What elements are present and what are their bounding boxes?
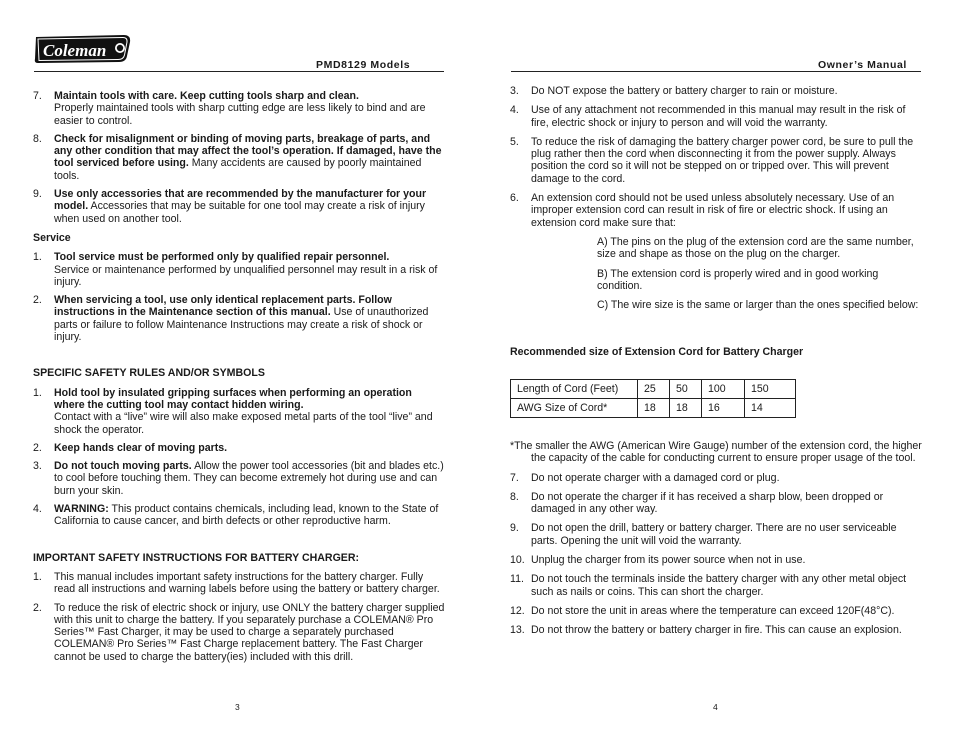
item-text: This product contains chemicals, including lead, known to the State of California to cause cancer, and birth defects or other reproductive harm. [54, 503, 439, 528]
table-cell: 25 [638, 380, 670, 399]
item-bold-text: Do not touch moving parts. [54, 460, 192, 473]
item-text: To reduce the risk of electric shock or injury, use ONLY the battery charger supplied with this unit to charge the battery. If you separately purchase a COLEMAN® Pro Series™ Fast Charger, it may be used to charge a separately purchased COLEMAN® Pro Series™ Fast Charge replacement battery. The Fast Charger cannot be used to charge the battery(ies) included with this drill. [54, 601, 445, 663]
service-heading: Service [33, 231, 71, 244]
table-heading: Recommended size of Extension Cord for Battery Charger [510, 346, 804, 358]
item-text: Allow the power tool accessories (bit and blades etc.) to cool before touching them. They can become extremely hot during use and can burn your skin. [54, 460, 444, 497]
item-number: 9. [510, 522, 519, 535]
item-number: 4. [510, 104, 519, 117]
item-text: Do not open the drill, battery or battery charger. There are no user serviceable parts. Opening the unit will void the warranty. [531, 522, 897, 547]
item-text: Properly maintained tools with sharp cutting edge are less likely to bind and are easier to control. [54, 102, 426, 127]
item-text: Do not throw the battery or battery charger in fire. This can cause an explosion. [531, 624, 902, 637]
list-item [510, 491, 922, 516]
item-number: 8. [33, 132, 42, 145]
list-item [510, 104, 922, 129]
list-item [510, 472, 922, 484]
list-item [510, 573, 922, 598]
item-number: 2. [33, 441, 42, 454]
right-column [510, 85, 922, 311]
item-text: Unplug the charger from its power source when not in use. [531, 554, 806, 567]
item-bold-text: When servicing a tool, use only identical replacement parts. Follow instructions in the Maintenance section of this manual. [54, 294, 392, 319]
item-number: 10. [510, 554, 525, 567]
coleman-logo [34, 34, 134, 64]
item-text: An extension cord should not be used unless absolutely necessary. Use of an improper extension cord can result in risk of fire or electric shock. If using an extension cord make sure that: [531, 192, 895, 229]
table-cell: 18 [638, 399, 670, 418]
sub-item-c: C) The wire size is the same or larger than the ones specified below: [597, 299, 919, 312]
item-number: 8. [510, 490, 519, 503]
item-number: 2. [33, 601, 42, 614]
table-cell: 18 [670, 399, 702, 418]
list-item [33, 387, 445, 436]
header-rule-right [511, 71, 921, 72]
page-number-right: 4 [713, 702, 718, 712]
specific-safety-heading: SPECIFIC SAFETY RULES AND/OR SYMBOLS [33, 367, 265, 380]
sub-item-b: B) The extension cord is properly wired and in good working condition. [597, 267, 879, 292]
item-number: 7. [33, 90, 42, 102]
item-text: Contact with a “live” wire will also make exposed metal parts of the tool “live” and shock the operator. [54, 411, 433, 436]
list-item [33, 460, 445, 497]
table-cell: Length of Cord (Feet) [511, 380, 638, 399]
item-number: 3. [33, 460, 42, 473]
item-text: This manual includes important safety instructions for the battery charger. Fully read all instructions and warning labels before using the battery or battery charger. [54, 570, 440, 596]
list-item [33, 294, 445, 343]
left-header-title: PMD8129 Models [316, 59, 411, 71]
list-item [33, 503, 445, 528]
item-number: 13. [510, 624, 525, 637]
item-number: 7. [510, 471, 519, 484]
item-number: 1. [33, 251, 42, 264]
table-row [511, 399, 796, 418]
list-item [33, 442, 445, 454]
item-text: Service or maintenance performed by unqualified personnel may result in a risk of injury. [54, 263, 438, 288]
battery-charger-heading: IMPORTANT SAFETY INSTRUCTIONS FOR BATTERY CHARGER: [33, 551, 360, 564]
item-text: Accessories that may be suitable for one tool may create a risk of injury when used on another tool. [54, 200, 425, 225]
page-number-left: 3 [235, 702, 240, 712]
item-bold-text: WARNING: [54, 503, 109, 516]
svg-text:Coleman: Coleman [43, 41, 107, 60]
table-row [511, 380, 796, 399]
table-cell: 14 [745, 399, 796, 418]
item-text: Do not touch the terminals inside the battery charger with any other metal object such as nails or coins. This can short the charger. [531, 573, 907, 598]
table-cell: 150 [745, 380, 796, 399]
list-item [510, 554, 922, 566]
list-item [33, 90, 445, 127]
extension-cord-table [510, 379, 796, 418]
table-cell: 16 [702, 399, 745, 418]
item-number: 9. [33, 188, 42, 201]
right-column-lower [510, 440, 922, 637]
list-item [510, 624, 922, 636]
table-cell: 100 [702, 380, 745, 399]
item-number: 3. [510, 85, 519, 97]
item-bold-text: Maintain tools with care. Keep cutting tools sharp and clean. [54, 90, 359, 102]
list-item [33, 188, 445, 225]
item-number: 6. [510, 192, 519, 205]
item-text: Do NOT expose the battery or battery charger to rain or moisture. [531, 85, 838, 97]
item-number: 12. [510, 604, 525, 617]
table-cell: 50 [670, 380, 702, 399]
list-item [510, 85, 922, 97]
list-item [510, 136, 922, 185]
item-number: 11. [510, 573, 524, 586]
list-item [33, 602, 445, 663]
list-item [33, 571, 445, 596]
item-text: To reduce the risk of damaging the battery charger power cord, be sure to pull the plug rather then the cord when disconnecting it from the power supply. Always position the cord so it will not be stepped on or tripped over. This will prevent damage to the cord. [531, 135, 914, 185]
item-bold-text: Use only accessories that are recommended by the manufacturer for your model. [54, 188, 427, 213]
sub-item-a: A) The pins on the plug of the extension cord are the same number, size and shape as those on the plug on the charger. [597, 235, 914, 261]
list-item [510, 192, 922, 229]
item-text: Use of unauthorized parts or failure to follow Maintenance Instructions may create a risk of shock or injury. [54, 306, 429, 344]
item-number: 2. [33, 294, 42, 307]
list-item [510, 522, 922, 547]
item-number: 5. [510, 135, 519, 148]
header-rule-left [34, 71, 444, 72]
item-number: 4. [33, 503, 42, 516]
item-number: 1. [33, 386, 42, 399]
item-bold-text: Hold tool by insulated gripping surfaces when performing an operation where the cutting tool may contact hidden wiring. [54, 386, 412, 411]
list-item [510, 605, 922, 617]
item-bold-text: Check for misalignment or binding of moving parts, breakage of parts, and any other condition that may affect the tool’s operation. If damaged, have the tool serviced before using. [54, 132, 442, 170]
item-text: Do not operate the charger if it has received a sharp blow, been dropped or damaged in any other way. [531, 490, 884, 516]
item-text: Do not store the unit in areas where the temperature can exceed 120F(48°C). [531, 604, 895, 617]
footnote: *The smaller the AWG (American Wire Gauge) number of the extension cord, the higher the capacity of the cable for conducting current to ensure proper usage of the tool. [510, 440, 922, 465]
list-item [33, 251, 445, 288]
item-bold-text: Tool service must be performed only by qualified repair personnel. [54, 251, 390, 264]
item-text: Use of any attachment not recommended in this manual may result in the risk of fire, electric shock or injury to person and will void the warranty. [531, 104, 906, 129]
left-column [33, 90, 445, 663]
list-item [33, 133, 445, 182]
right-header-title: Owner’s Manual [818, 59, 907, 71]
item-text: Do not operate charger with a damaged cord or plug. [531, 471, 780, 484]
table-cell: AWG Size of Cord* [511, 399, 638, 418]
item-text: Many accidents are caused by poorly maintained tools. [54, 157, 422, 182]
item-number: 1. [33, 570, 42, 583]
item-bold-text: Keep hands clear of moving parts. [54, 441, 228, 454]
